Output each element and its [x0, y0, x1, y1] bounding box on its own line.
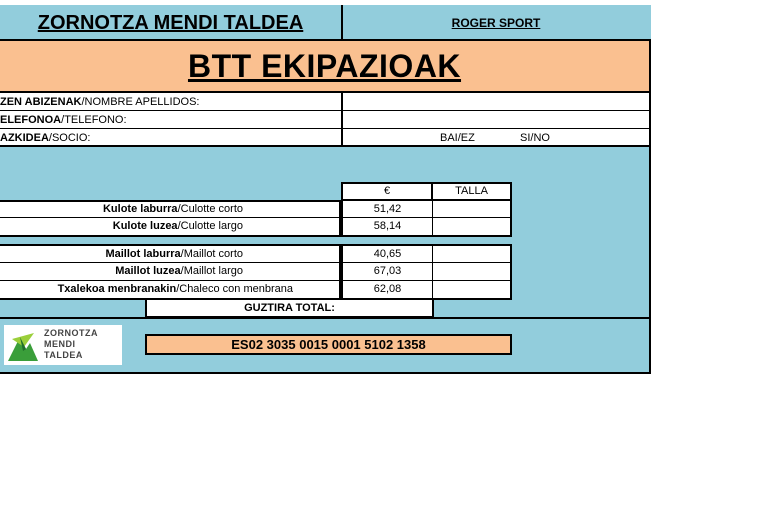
- phone-label: ELEFONOA / TELEFONO:: [0, 114, 127, 126]
- logo-line-1: ZORNOTZA: [44, 328, 98, 338]
- item-name-es: Chaleco con menbrana: [179, 283, 293, 295]
- item-name-eu: Kulote laburra: [102, 203, 178, 215]
- item-size-input[interactable]: [433, 218, 512, 237]
- price-header-label: €: [383, 185, 391, 197]
- size-header-label: TALLA: [455, 185, 488, 197]
- item-price-value: 51,42: [373, 202, 402, 215]
- price-header: [341, 182, 433, 200]
- item-row-label: Kulote luzea / Culotte largo: [0, 218, 341, 237]
- iban-number: ES02 3035 0015 0001 5102 1358: [231, 337, 426, 352]
- item-price: [341, 218, 433, 237]
- iban-box: [145, 334, 512, 355]
- item-price: [341, 263, 433, 281]
- item-name-eu: Maillot luzea: [115, 265, 181, 277]
- member-row: [0, 129, 649, 147]
- personal-divider: [341, 93, 343, 147]
- member-label-es: SOCIO:: [51, 132, 91, 144]
- logo-text: [44, 328, 98, 361]
- item-row-label: Maillot luzea / Maillot largo: [0, 263, 341, 281]
- item-name-eu: Maillot laburra: [105, 247, 181, 260]
- item-name-eu: Txalekoa menbranakin: [57, 283, 177, 295]
- item-name-es: Maillot largo: [183, 265, 243, 277]
- item-size-input[interactable]: [433, 281, 512, 300]
- total-label: GUZTIRA TOTAL:: [244, 301, 335, 314]
- sponsor-name: ROGER SPORT: [451, 16, 541, 30]
- item-price: [341, 200, 433, 218]
- mountain-logo-icon: [6, 329, 40, 363]
- item-row-label: Txalekoa menbranakin / Chaleco con menbrana: [0, 281, 341, 300]
- item-name-es: Culotte largo: [180, 220, 243, 232]
- name-label-eu: ZEN ABIZENAK: [0, 96, 82, 108]
- item-price-value: 67,03: [373, 265, 402, 277]
- club-name-cell: [0, 7, 341, 39]
- phone-label-es: TELEFONO:: [64, 114, 127, 126]
- item-price: [341, 281, 433, 300]
- logo-line-2: MENDI: [44, 339, 76, 349]
- item-price-value: 62,08: [373, 283, 402, 295]
- club-name: ZORNOTZA MENDI TALDEA: [37, 11, 304, 34]
- member-option-eu[interactable]: BAI/EZ: [440, 132, 475, 144]
- title-row: [0, 41, 649, 93]
- member-option-es[interactable]: SI/NO: [520, 132, 550, 144]
- item-price-value: 40,65: [373, 247, 402, 260]
- member-label: AZKIDEA / SOCIO:: [0, 132, 91, 144]
- logo-line-3: TALDEA: [44, 350, 83, 360]
- page-title: BTT EKIPAZIOAK: [187, 47, 462, 84]
- item-name-eu: Kulote luzea: [112, 220, 178, 232]
- item-price: [341, 244, 433, 263]
- phone-label-eu: ELEFONOA: [0, 114, 62, 126]
- item-name-es: Maillot corto: [183, 247, 243, 260]
- name-input[interactable]: [344, 94, 648, 110]
- item-size-input[interactable]: [433, 244, 512, 263]
- item-size-input[interactable]: [433, 200, 512, 218]
- name-label: ZEN ABIZENAK / NOMBRE APELLIDOS:: [0, 96, 200, 108]
- sponsor-cell: [343, 7, 649, 39]
- item-name-es: Culotte corto: [180, 203, 243, 215]
- phone-input[interactable]: [344, 112, 648, 128]
- size-header: [433, 182, 512, 200]
- item-size-input[interactable]: [433, 263, 512, 281]
- item-row-label: Kulote laburra / Culotte corto: [0, 200, 341, 218]
- club-logo: [4, 325, 122, 365]
- total-row: [145, 300, 434, 318]
- member-label-eu: AZKIDEA: [0, 132, 49, 144]
- bottom-divider: [0, 317, 649, 319]
- item-price-value: 58,14: [373, 220, 402, 232]
- name-label-es: NOMBRE APELLIDOS:: [84, 96, 200, 108]
- item-row-label: Maillot laburra / Maillot corto: [0, 244, 341, 263]
